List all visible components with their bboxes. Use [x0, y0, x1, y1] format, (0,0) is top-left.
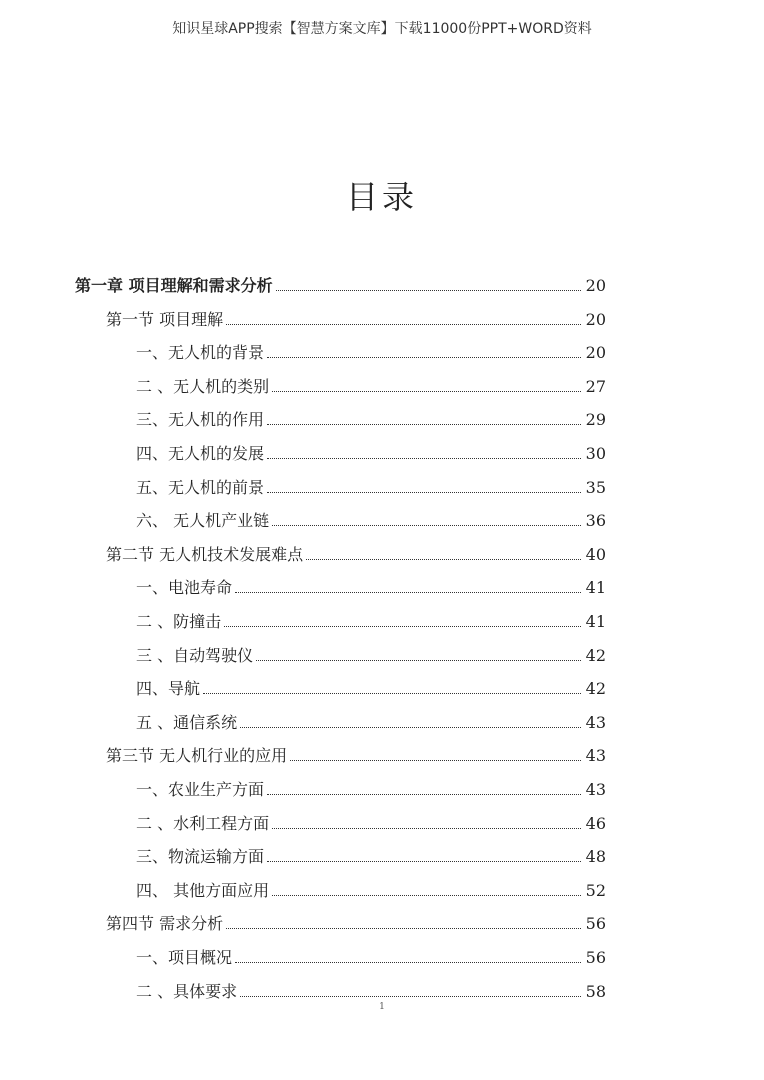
toc-leader-dots [306, 559, 581, 560]
toc-entry-page: 27 [585, 376, 606, 396]
toc-entry-label: 三、无人机的作用 [136, 410, 265, 430]
toc-entry[interactable] [136, 806, 606, 834]
toc-entry-page: 43 [585, 780, 606, 799]
toc-entry-page: 46 [585, 813, 606, 833]
toc-entry[interactable] [136, 873, 606, 901]
toc-entry-label: 五、无人机的前景 [136, 477, 265, 497]
toc-entry-page: 56 [585, 914, 606, 934]
toc-entry[interactable] [106, 738, 606, 766]
toc-leader-dots [240, 996, 581, 997]
toc-leader-dots [267, 861, 581, 862]
toc-entry-label: 第二节 无人机技术发展难点 [106, 544, 304, 564]
toc-entry-page: 42 [585, 679, 606, 699]
toc-entry-label: 二 、无人机的类别 [136, 376, 270, 396]
toc-leader-dots [267, 424, 581, 425]
toc-leader-dots [226, 324, 581, 325]
toc-entry-page: 29 [585, 410, 606, 430]
toc-entry[interactable] [136, 940, 606, 968]
toc-entry-label: 四、 其他方面应用 [136, 880, 270, 900]
toc-leader-dots [256, 660, 581, 661]
toc-entry-label: 一、无人机的背景 [136, 343, 265, 363]
toc-leader-dots [272, 828, 581, 829]
toc-entry-page: 58 [585, 981, 606, 1001]
toc-leader-dots [272, 525, 581, 526]
toc-leader-dots [272, 895, 581, 896]
toc-entry-label: 四、无人机的发展 [136, 444, 265, 463]
toc-entry[interactable] [136, 839, 606, 867]
toc-leader-dots [224, 626, 581, 627]
toc-leader-dots [267, 492, 581, 493]
toc-entry-page: 41 [585, 612, 606, 631]
toc-entry-page: 30 [585, 444, 606, 463]
toc-entry-page: 52 [585, 880, 606, 900]
toc-entry[interactable] [136, 604, 606, 632]
toc-leader-dots [226, 928, 581, 929]
toc-entry-label: 四、导航 [136, 679, 201, 699]
toc-entry-label: 一、电池寿命 [136, 578, 233, 598]
toc-entry-label: 五 、通信系统 [136, 712, 238, 732]
toc-entry-label: 六、 无人机产业链 [136, 511, 270, 531]
toc-entry[interactable] [136, 436, 606, 464]
toc-entry-page: 35 [585, 477, 606, 497]
toc-entry[interactable] [136, 570, 606, 598]
toc-entry[interactable] [75, 268, 606, 296]
toc-entry-label: 二 、具体要求 [136, 981, 238, 1001]
toc-entry[interactable] [136, 638, 606, 666]
toc-entry[interactable] [136, 772, 606, 800]
toc-entry-label: 三 、自动驾驶仪 [136, 645, 254, 665]
toc-leader-dots [235, 962, 581, 963]
toc-entry[interactable] [136, 470, 606, 498]
toc-entry-page: 43 [585, 746, 606, 766]
toc-leader-dots [267, 458, 581, 459]
toc-entry[interactable] [136, 671, 606, 699]
toc-title: 目录 [345, 178, 418, 216]
toc-entry-label: 三、物流运输方面 [136, 847, 265, 867]
toc-entry[interactable] [136, 402, 606, 430]
toc-entry-label: 二 、防撞击 [136, 612, 222, 631]
toc-entry-label: 二 、水利工程方面 [136, 813, 270, 833]
toc-entry-label: 第四节 需求分析 [106, 914, 224, 934]
toc-entry-label: 第一节 项目理解 [106, 309, 224, 329]
toc-entry-page: 20 [585, 309, 606, 329]
toc-entry-page: 56 [585, 948, 606, 967]
toc-entry-label: 一、项目概况 [136, 948, 233, 967]
toc-entry[interactable] [136, 974, 606, 1002]
toc-entry-page: 48 [585, 847, 606, 867]
toc-entry[interactable] [136, 705, 606, 733]
toc-entry-page: 41 [585, 578, 606, 598]
toc-leader-dots [290, 760, 581, 761]
toc-entry-page: 40 [585, 544, 606, 564]
toc-leader-dots [272, 391, 581, 392]
toc-entry-page: 20 [585, 343, 606, 363]
toc-entry[interactable] [136, 335, 606, 363]
toc-entry-label: 第三节 无人机行业的应用 [106, 746, 288, 766]
toc-leader-dots [203, 693, 581, 694]
toc-entry-page: 20 [585, 276, 606, 295]
toc-entry-page: 43 [585, 712, 606, 732]
toc-entry[interactable] [106, 906, 606, 934]
toc-leader-dots [276, 290, 581, 291]
document-header-banner: 知识星球APP搜索【智慧方案文库】下载11000份PPT+WORD资料 [172, 21, 592, 37]
toc-leader-dots [267, 357, 581, 358]
toc-entry-label: 第一章 项目理解和需求分析 [75, 276, 273, 295]
toc-leader-dots [235, 592, 581, 593]
page-number: 1 [379, 1002, 385, 1012]
toc-entry-page: 42 [585, 645, 606, 665]
toc-entry[interactable] [136, 369, 606, 397]
toc-entry-label: 一、农业生产方面 [136, 780, 265, 799]
toc-leader-dots [267, 794, 581, 795]
toc-entry[interactable] [106, 302, 606, 330]
toc-leader-dots [240, 727, 581, 728]
toc-entry[interactable] [136, 503, 606, 531]
toc-entry-page: 36 [585, 511, 606, 531]
toc-entry[interactable] [106, 537, 606, 565]
